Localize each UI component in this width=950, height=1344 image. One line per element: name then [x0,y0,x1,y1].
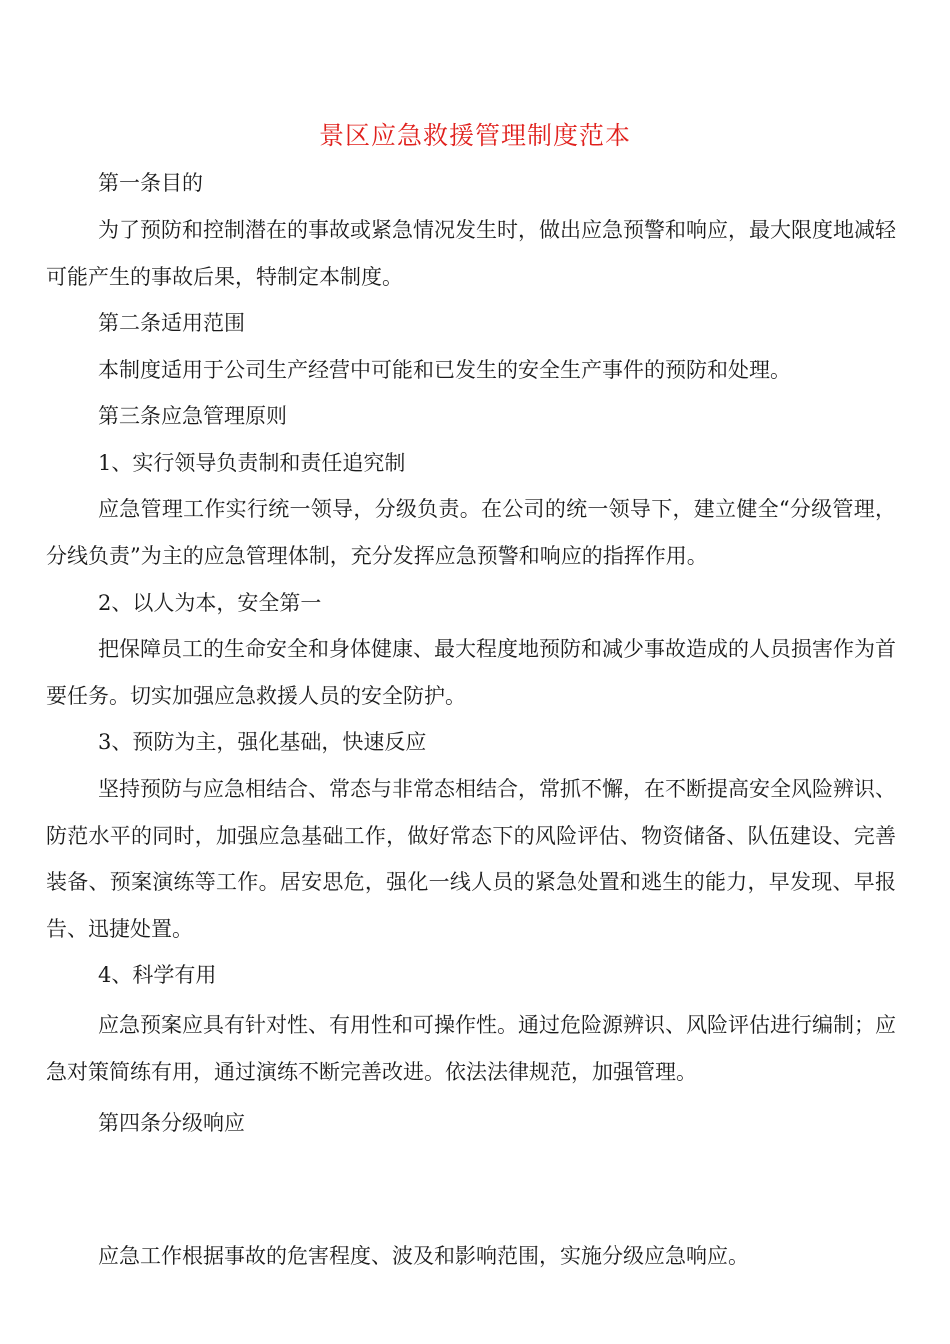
document-title: 景区应急救援管理制度范本 [318,121,631,150]
principle-4-paragraph: 应急预案应具有针对性、有用性和可操作性。通过危险源辨识、风险评估进行编制；应急对策简练有用，通过演练不断完善改进。依法法律规范，加强管理。 [46,1013,896,1084]
principle-2-paragraph: 把保障员工的生命安全和身体健康、最大程度地预防和减少事故造成的人员损害作为首要任务。切实加强应急救援人员的安全防护。 [46,637,896,708]
article-2-heading: 第二条适用范围 [98,311,245,335]
principle-2-heading: 2、以人为本，安全第一 [98,591,322,615]
principle-1-heading: 1、实行领导负责制和责任追究制 [98,451,406,475]
article-1-heading: 第一条目的 [98,171,203,195]
principle-3-heading: 3、预防为主，强化基础，快速反应 [98,730,427,754]
article-2-paragraph: 本制度适用于公司生产经营中可能和已发生的安全生产事件的预防和处理。 [98,358,791,382]
article-1-paragraph: 为了预防和控制潜在的事故或紧急情况发生时，做出应急预警和响应，最大限度地减轻可能产生的事故后果，特制定本制度。 [46,218,896,289]
article-3-heading: 第三条应急管理原则 [98,404,287,428]
article-4-paragraph: 应急工作根据事故的危害程度、波及和影响范围，实施分级应急响应。 [98,1244,749,1268]
principle-3-paragraph: 坚持预防与应急相结合、常态与非常态相结合，常抓不懈，在不断提高安全风险辨识、防范水平的同时，加强应急基础工作，做好常态下的风险评估、物资储备、队伍建设、完善装备、预案演练等工作。居安思危，强化一线人员的紧急处置和逃生的能力，早发现、早报告、迅捷处置。 [46,777,896,941]
article-4-heading: 第四条分级响应 [98,1111,245,1135]
principle-4-heading: 4、科学有用 [98,963,217,987]
principle-1-paragraph: 应急管理工作实行统一领导，分级负责。在公司的统一领导下，建立健全“分级管理，分线负责”为主的应急管理体制，充分发挥应急预警和响应的指挥作用。 [46,497,896,568]
